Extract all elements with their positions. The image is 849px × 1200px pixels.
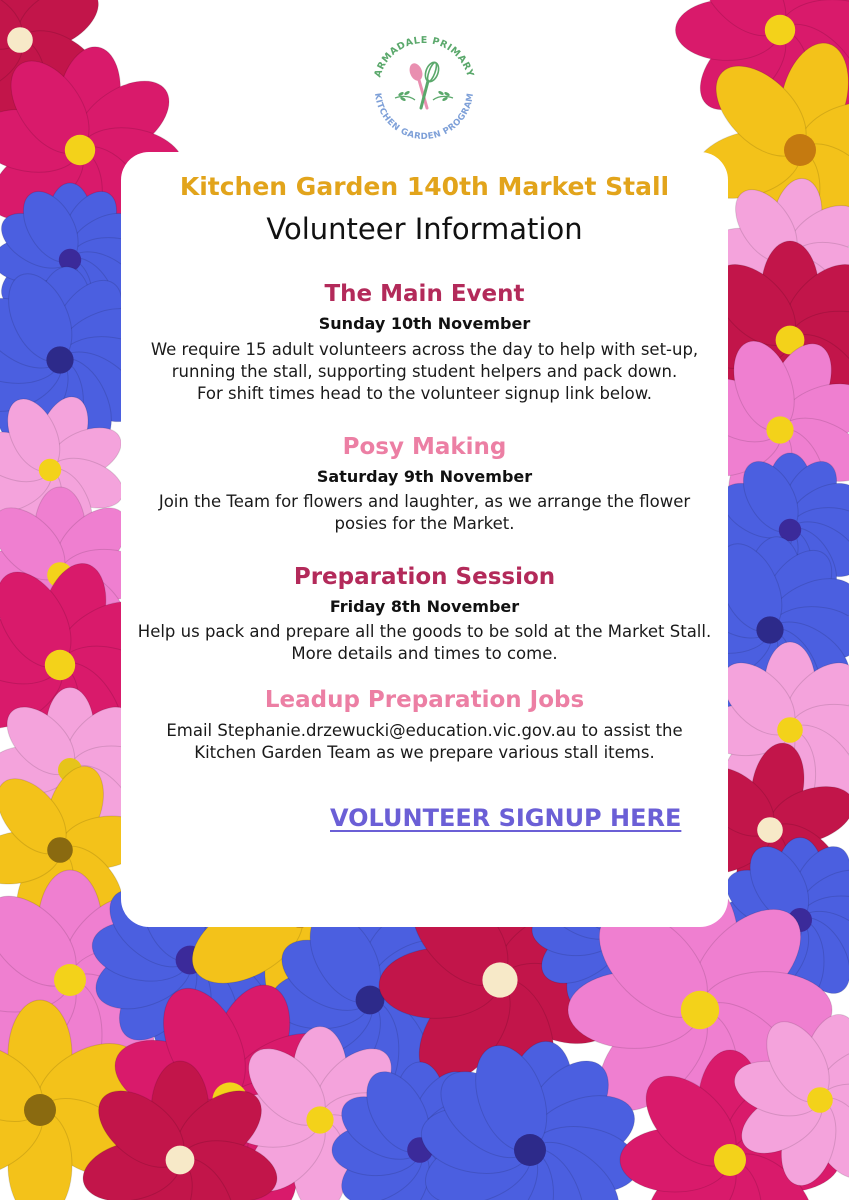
section-body-main-event	[121, 339, 728, 405]
body-line: We require 15 adult volunteers across the day to help with set-up,	[150, 340, 699, 359]
page-title: Kitchen Garden 140th Market Stall	[179, 172, 670, 201]
logo-bottom-text: KITCHEN GARDEN PROGRAM	[372, 92, 477, 143]
body-line: For shift times head to the volunteer signup link below.	[197, 384, 652, 403]
volunteer-signup-link[interactable]: VOLUNTEER SIGNUP HERE	[330, 804, 682, 832]
section-heading-posy-making: Posy Making	[342, 434, 507, 460]
section-body-posy-making	[121, 491, 728, 535]
body-line: posies for the Market.	[334, 514, 515, 533]
section-heading-preparation-session: Preparation Session	[293, 564, 556, 590]
svg-text:ARMADALE PRIMARY	[372, 35, 475, 79]
logo-top-text: ARMADALE PRIMARY	[372, 34, 476, 79]
body-line: running the stall, supporting student helpers and pack down.	[171, 362, 678, 381]
body-line: Email Stephanie.drzewucki@education.vic.gov.au to assist the	[166, 721, 683, 740]
section-date-posy-making: Saturday 9th November	[316, 467, 533, 486]
section-date-preparation-session: Friday 8th November	[329, 597, 520, 616]
section-heading-main-event: The Main Event	[324, 281, 525, 307]
whisk-icon	[421, 61, 441, 108]
body-line: More details and times to come.	[291, 644, 558, 663]
body-line: Kitchen Garden Team as we prepare various stall items.	[194, 743, 655, 762]
page-subtitle: Volunteer Information	[266, 212, 583, 246]
body-line: Join the Team for flowers and laughter, as we arrange the flower	[158, 492, 691, 511]
section-body-preparation-session	[121, 621, 728, 665]
body-line: Help us pack and prepare all the goods to be sold at the Market Stall.	[137, 622, 712, 641]
section-date-main-event: Sunday 10th November	[318, 314, 531, 333]
section-heading-leadup-jobs: Leadup Preparation Jobs	[264, 687, 585, 713]
section-body-leadup-jobs	[121, 720, 728, 764]
school-logo	[365, 28, 483, 146]
